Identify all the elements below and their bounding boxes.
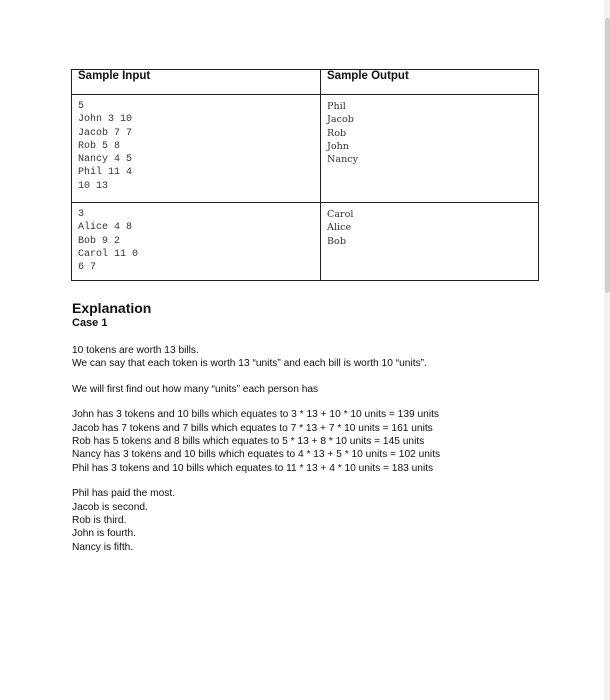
ranking-line: Jacob is second. xyxy=(72,501,148,513)
sample-io-table xyxy=(71,69,539,281)
calc-line: Phil has 3 tokens and 10 bills which equates to 11 * 13 + 4 * 10 units = 183 units xyxy=(72,462,434,474)
sample-input-case-1: 5 John 3 10 Jacob 7 7 Rob 5 8 Nancy 4 5 Phil 11 4 10 13 xyxy=(72,95,321,203)
calc-line: John has 3 tokens and 10 bills which equates to 3 * 13 + 10 * 10 units = 139 units xyxy=(72,409,440,421)
plan-line: We will first find out how many “units” each person has xyxy=(72,383,319,395)
explanation-section xyxy=(72,300,492,554)
ranking-line: Nancy is fifth. xyxy=(72,541,134,553)
case-heading: Case 1 xyxy=(72,317,108,329)
table-row xyxy=(72,203,539,281)
ranking-line: John is fourth. xyxy=(72,528,136,540)
calc-line: Rob has 5 tokens and 8 bills which equates to 5 * 13 + 8 * 10 units = 145 units xyxy=(72,436,425,448)
calc-line: Nancy has 3 tokens and 10 bills which equates to 4 * 13 + 5 * 10 units = 102 units xyxy=(72,449,441,461)
sample-input-header: Sample Input xyxy=(72,70,321,95)
calc-line: Jacob has 7 tokens and 7 bills which equates to 7 * 13 + 7 * 10 units = 161 units xyxy=(72,422,433,434)
scrollbar-thumb[interactable] xyxy=(605,18,610,293)
ranking-line: Rob is third. xyxy=(72,515,127,527)
intro-line: 10 tokens are worth 13 bills. xyxy=(72,345,199,356)
sample-output-header: Sample Output xyxy=(321,70,539,95)
table-row xyxy=(72,95,539,203)
intro-line: We can say that each token is worth 13 “units” and each bill is worth 10 “units”. xyxy=(72,358,427,370)
ranking-line: Phil has paid the most. xyxy=(72,488,176,500)
table-header-row xyxy=(72,70,539,95)
sample-output-case-2: Carol Alice Bob xyxy=(321,203,539,281)
explanation-title: Explanation xyxy=(72,300,152,316)
sample-output-case-1: Phil Jacob Rob John Nancy xyxy=(321,95,539,203)
vertical-scrollbar[interactable] xyxy=(604,0,610,700)
sample-input-case-2: 3 Alice 4 8 Bob 9 2 Carol 11 0 6 7 xyxy=(72,203,321,281)
